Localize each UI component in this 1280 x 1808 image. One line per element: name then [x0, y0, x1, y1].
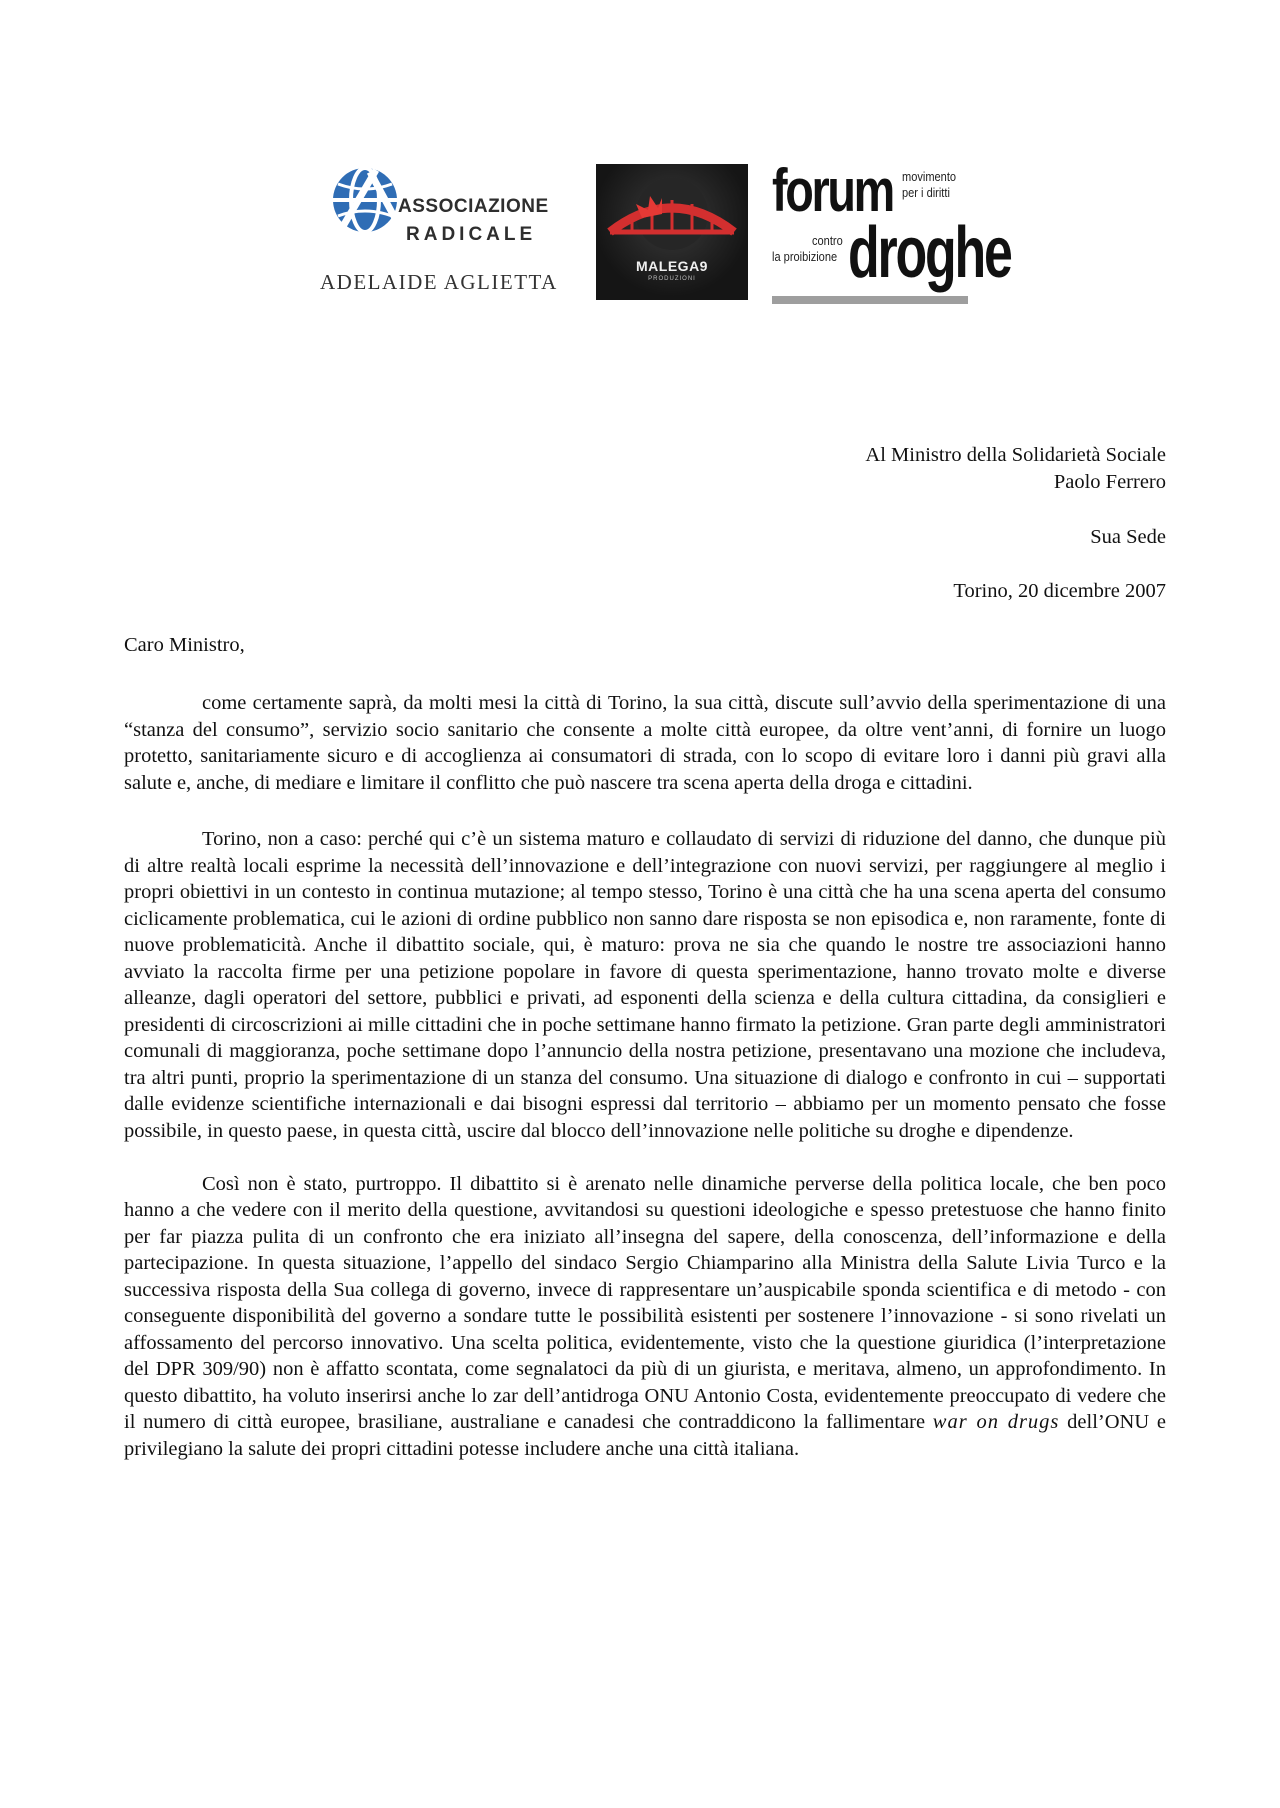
- paragraph-3: [124, 1171, 1166, 1463]
- paragraph-3-text-b: dell’ONU e privilegiano la salute dei propri cittadini potesse includere anche una città italiana.: [124, 1411, 1166, 1460]
- associazione-radicale-logo: [320, 158, 558, 298]
- malega9-logo-subtitle: PRODUZIONI: [648, 276, 696, 282]
- forum-logo-small-3: contro: [812, 233, 843, 248]
- recipient-block: [865, 442, 1166, 496]
- malega9-logo-name: MALEGA9: [636, 258, 708, 274]
- radicale-logo-line2: RADICALE: [406, 224, 537, 245]
- forum-logo-small-2: per i diritti: [902, 185, 950, 200]
- letter-date: Torino, 20 dicembre 2007: [953, 580, 1166, 602]
- recipient-sede: Sua Sede: [1090, 526, 1166, 548]
- forum-logo-word-droghe: droghe: [848, 213, 1011, 293]
- salutation: Caro Ministro,: [124, 634, 245, 656]
- radicale-logo-subtitle: ADELAIDE AGLIETTA: [320, 270, 558, 294]
- paragraph-1: come certamente saprà, da molti mesi la città di Torino, la sua città, discute sull’avvio della sperimentazione di una “stanza del consumo”, servizio socio sanitario che consente a molte città europee, da oltre vent’anni, di fornire un luogo protetto, sanitariamente sicuro e di accoglienza ai consumatori di strada, con lo scopo di evitare loro i danni più gravi alla salute e, anche, di mediare e limitare il conflitto che può nascere tra scena aperta della droga e cittadini.: [124, 692, 1166, 794]
- forum-droghe-logo: [772, 157, 1011, 308]
- recipient-line2: Paolo Ferrero: [1053, 471, 1166, 493]
- paragraph-3-text-a: Così non è stato, purtroppo. Il dibattito si è arenato nelle dinamiche perverse della politica locale, che ben poco hanno a che vedere con il merito della questione, avvitandosi su questioni ideologiche e spesso pretestuose che hanno finito per far piazza pulita di un confronto che era iniziato all’insegna del sapere, della conoscenza, dell’informazione e della partecipazione. In questa situazione, l’appello del sindaco Sergio Chiamparino alla Ministra della Salute Livia Turco e la successiva risposta della Sua collega di governo, invece di rappresentare un’auspicabile sponda scientifica e di metodo - con conseguente disponibilità del governo a sondare tutte le possibilità esistenti per sostenere l’innovazione - si sono rivelati un affossamento del percorso innovativo. Una scelta politica, evidentemente, visto che la questione giuridica (l’interpretazione del DPR 309/90) non è affatto scontata, come segnalatoci da più di un giurista, e meritava, almeno, un approfondimento. In questo dibattito, ha voluto inserirsi anche lo zar dell’antidroga ONU Antonio Costa, evidentemente preoccupato di vedere che il numero di città europee, brasiliane, australiane e canadesi che contraddicono la fallimentare: [124, 1172, 1166, 1433]
- forum-logo-small-1: movimento: [902, 169, 957, 184]
- forum-logo-small-4: la proibizione: [772, 249, 838, 264]
- radicale-logo-line1: ASSOCIAZIONE: [398, 196, 549, 217]
- globe-icon: [330, 164, 400, 236]
- recipient-line1: Al Ministro della Solidarietà Sociale: [865, 444, 1166, 466]
- bridge-icon: [602, 174, 742, 256]
- malega9-logo: [596, 164, 748, 300]
- paragraph-3-italic: war on drugs: [932, 1411, 1060, 1433]
- letter-body: [124, 690, 1166, 1489]
- forum-logo-bar: [772, 296, 968, 304]
- forum-logo-word-forum: forum: [772, 157, 893, 224]
- paragraph-2: Torino, non a caso: perché qui c’è un sistema maturo e collaudato di servizi di riduzione del danno, che dunque più di altre realtà locali esprime la necessità dell’innovazione e dell’integrazione con nuovi servizi, per raggiungere al meglio i propri obiettivi in un contesto in continua mutazione; al tempo stesso, Torino è una città che ha una scena aperta del consumo ciclicamente problematica, cui le azioni di ordine pubblico non sanno dare risposta se non episodica e, non raramente, fonte di nuove problematicità. Anche il dibattito sociale, qui, è maturo: prova ne sia che quando le nostre tre associazioni hanno avviato la raccolta firme per una petizione popolare in favore di questa sperimentazione, hanno trovato molte e diverse alleanze, dagli operatori del settore, pubblici e privati, ad esponenti della scienza e della cultura cittadina, da consiglieri e presidenti di circoscrizioni ai mille cittadini che in poche settimane hanno firmato la petizione. Gran parte degli amministratori comunali di maggioranza, poche settimane dopo l’annuncio della nostra petizione, presentavano una mozione che includeva, tra altri punti, proprio la sperimentazione di un stanza del consumo. Una situazione di dialogo e confronto in cui – supportati dalle evidenze scientifiche internazionali e dai bisogni espressi dal territorio – abbiamo per un momento pensato che fosse possibile, in questo paese, in questa città, uscire dal blocco dell’innovazione nelle politiche su droghe e dipendenze.: [124, 828, 1166, 1142]
